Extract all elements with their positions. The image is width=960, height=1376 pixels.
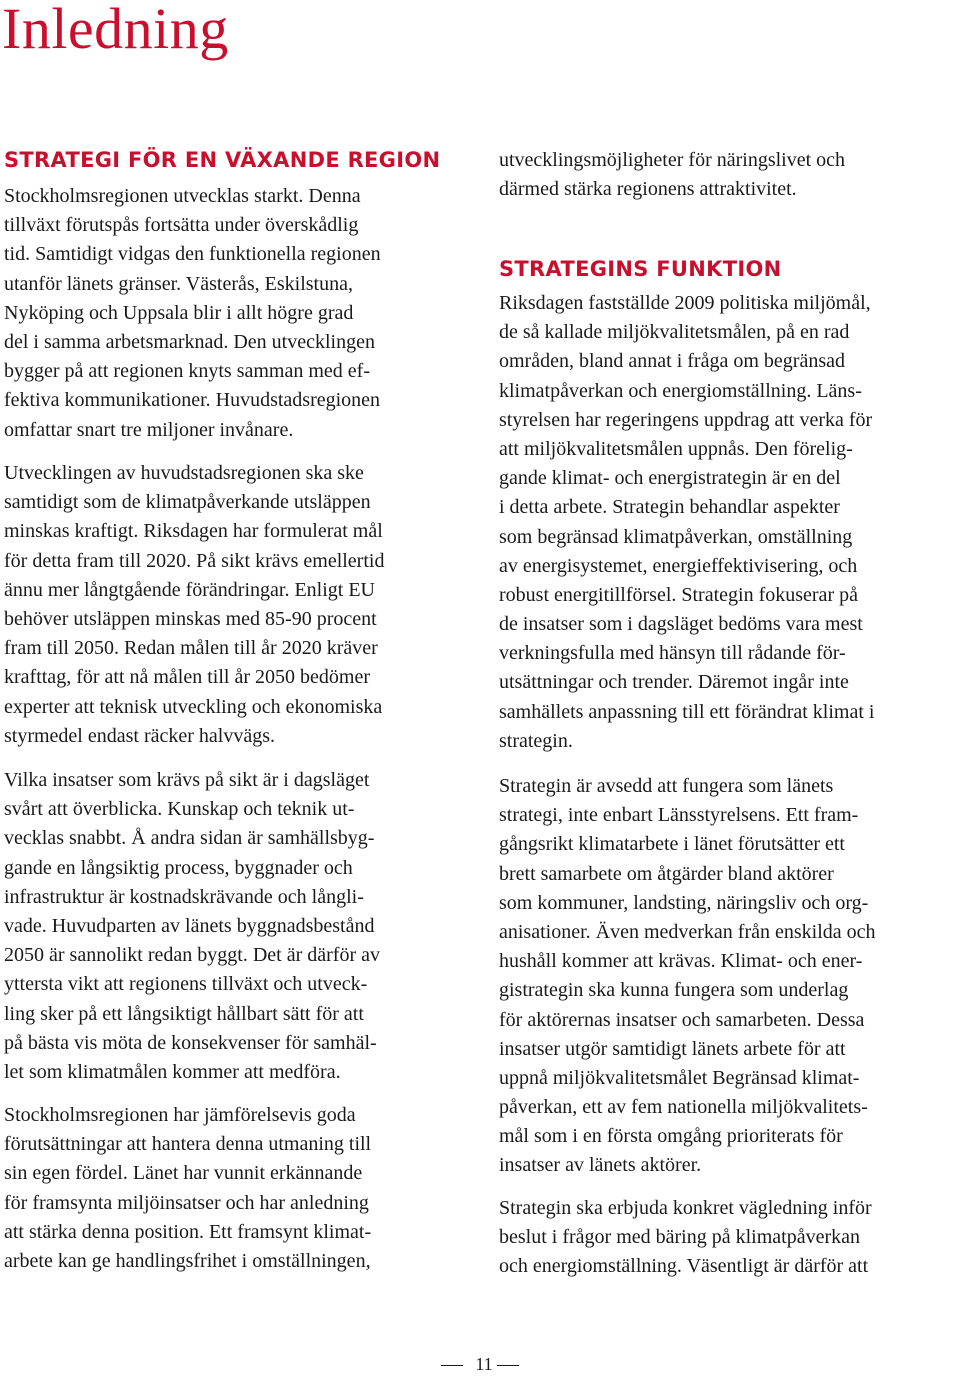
text-line: fektiva kommunikationer. Huvudstadsregionen	[4, 389, 381, 412]
text-line: Stockholmsregionen har jämförelsevis goda	[4, 1104, 356, 1126]
text-line: uppnå miljökvalitetsmålet Begränsad klimat-	[499, 1066, 860, 1089]
text-line: sin egen fördel. Länet har vunnit erkännande	[4, 1162, 363, 1185]
text-line: infrastruktur är kostnadskrävande och långli-	[4, 885, 364, 908]
text-line: hushåll kommer att krävas. Klimat- och ener-	[499, 950, 863, 973]
text-line: bygger på att regionen knyts samman med ef-	[4, 360, 370, 383]
page-number: 11	[475, 1354, 493, 1374]
text-line: på bästa vis möta de konsekvenser för samhäl-	[4, 1031, 377, 1054]
text-line: ännu mer långtgående förändringar. Enligt EU	[4, 578, 375, 601]
text-line: omfattar snart tre miljoner invånare.	[4, 418, 294, 441]
text-line: klimatpåverkan och energiomställning. Läns-	[499, 379, 862, 402]
text-line: brett samarbete om åtgärder bland aktörer	[499, 862, 834, 885]
footer-rule-right	[497, 1365, 519, 1366]
text-line: strategi, inte enbart Länsstyrelsens. Ett fram-	[499, 804, 859, 827]
page-footer	[0, 1352, 960, 1376]
text-line: områden, bland annat i fråga om begränsad	[499, 350, 845, 373]
text-line: anisationer. Även medverkan från enskilda och	[499, 920, 876, 943]
paragraph	[4, 1101, 371, 1276]
section-heading-strategi: STRATEGI FÖR EN VÄXANDE REGION	[4, 148, 441, 172]
section-heading-strategins-funktion: STRATEGINS FUNKTION	[499, 257, 782, 281]
text-line: samtidigt som de klimatpåverkande utsläppen	[4, 491, 371, 514]
text-line: insatser av länets aktörer.	[499, 1154, 702, 1177]
text-line: tid. Samtidigt vidgas den funktionella regionen	[4, 243, 381, 266]
text-line: samhällets anpassning till ett förändrat klimat i	[499, 700, 875, 723]
text-line: som kommuner, landsting, näringsliv och org-	[499, 891, 869, 914]
text-line: i detta arbete. Strategin behandlar aspekter	[499, 496, 840, 519]
text-line: 2050 är sannolikt redan byggt. Det är därför av	[4, 944, 380, 967]
text-line: att stärka denna position. Ett framsynt klimat-	[4, 1220, 372, 1243]
text-line: för detta fram till 2020. På sikt krävs emellertid	[4, 549, 385, 572]
text-line: av energisystemet, energieffektivisering, och	[499, 554, 858, 577]
text-line: gande klimat- och energistrategin är en del	[499, 467, 841, 490]
text-line: strategin.	[499, 729, 573, 752]
text-line: minskas kraftigt. Riksdagen har formulerat mål	[4, 520, 383, 543]
text-line: påverkan, ett av fem nationella miljökvalitets-	[499, 1096, 868, 1119]
text-line: vecklas snabbt. Å andra sidan är samhällsbyg-	[4, 827, 375, 850]
text-line: förutsättningar att hantera denna utmaning till	[4, 1133, 372, 1156]
text-line: tillväxt förutspås fortsätta under överskådlig	[4, 214, 359, 237]
text-line: vade. Huvudparten av länets byggnadsbestånd	[4, 914, 375, 937]
text-line: mål som i en första omgång prioriterats för	[499, 1125, 843, 1148]
paragraph	[4, 766, 380, 1087]
text-line: beslut i frågor med bäring på klimatpåverkan	[499, 1226, 860, 1249]
text-line: de så kallade miljökvalitetsmålen, på en rad	[499, 321, 850, 344]
text-line: experter att teknisk utveckling och ekonomiska	[4, 695, 383, 718]
text-line: krafttag, för att nå målen till år 2050 bedömer	[4, 666, 370, 689]
text-line: att miljökvalitetsmålen uppnås. Den förelig-	[499, 437, 853, 460]
page-title: Inledning	[2, 0, 229, 61]
text-line: styrmedel endast räcker halvvägs.	[4, 724, 276, 747]
text-line: och energiomställning. Väsentligt är därför att	[499, 1255, 869, 1278]
text-line: Strategin ska erbjuda konkret vägledning inför	[499, 1197, 872, 1219]
text-line: de insatser som i dagsläget bedöms vara mest	[499, 613, 863, 636]
text-line: Vilka insatser som krävs på sikt är i dagsläget	[4, 769, 370, 791]
text-line: ling sker på ett långsiktigt hållbart sätt för att	[4, 1002, 364, 1025]
text-line: Stockholmsregionen utvecklas starkt. Denna	[4, 185, 361, 207]
text-line: därmed stärka regionens attraktivitet.	[499, 178, 797, 201]
text-line: gande en långsiktig process, byggnader och	[4, 856, 353, 879]
text-line: Strategin är avsedd att fungera som länets	[499, 775, 834, 797]
paragraph	[499, 1194, 872, 1282]
text-line: del i samma arbetsmarknad. Den utvecklingen	[4, 330, 375, 353]
text-line: insatser utgör samtidigt länets arbete för att	[499, 1037, 846, 1060]
paragraph	[499, 772, 876, 1181]
text-line: fram till 2050. Redan målen till år 2020 kräver	[4, 637, 378, 660]
text-line: gångsrikt klimatarbete i länet förutsätter ett	[499, 833, 845, 856]
text-line: Nyköping och Uppsala blir i allt högre grad	[4, 301, 354, 324]
text-line: let som klimatmålen kommer att medföra.	[4, 1060, 341, 1083]
text-line: robust energitillförsel. Strategin fokuserar på	[499, 583, 858, 606]
text-line: utanför länets gränser. Västerås, Eskilstuna,	[4, 272, 353, 295]
text-line: utsättningar och trender. Däremot ingår inte	[499, 671, 849, 694]
text-line: utvecklingsmöjligheter för näringslivet och	[499, 149, 846, 171]
text-line: för framsynta miljöinsatser och har anledning	[4, 1191, 369, 1214]
paragraph	[4, 182, 381, 445]
text-line: för aktörernas insatser och samarbeten. Dessa	[499, 1008, 865, 1031]
text-line: som begränsad klimatpåverkan, omställning	[499, 525, 853, 548]
text-line: verkningsfulla med hänsyn till rådande för-	[499, 642, 846, 665]
paragraph	[499, 289, 874, 756]
text-line: Utvecklingen av huvudstadsregionen ska ske	[4, 462, 364, 484]
footer-rule-left	[441, 1365, 463, 1366]
text-line: behöver utsläppen minskas med 85-90 procent	[4, 607, 377, 630]
text-line: arbete kan ge handlingsfrihet i omställningen,	[4, 1249, 371, 1272]
lead-paragraph	[499, 146, 845, 204]
text-line: yttersta vikt att regionens tillväxt och utveck-	[4, 973, 368, 996]
paragraph	[4, 459, 384, 751]
text-line: styrelsen har regeringens uppdrag att verka för	[499, 408, 873, 431]
text-line: Riksdagen fastställde 2009 politiska miljömål,	[499, 292, 871, 314]
text-line: gistrategin ska kunna fungera som underlag	[499, 979, 849, 1002]
text-line: svårt att överblicka. Kunskap och teknik ut-	[4, 798, 355, 821]
